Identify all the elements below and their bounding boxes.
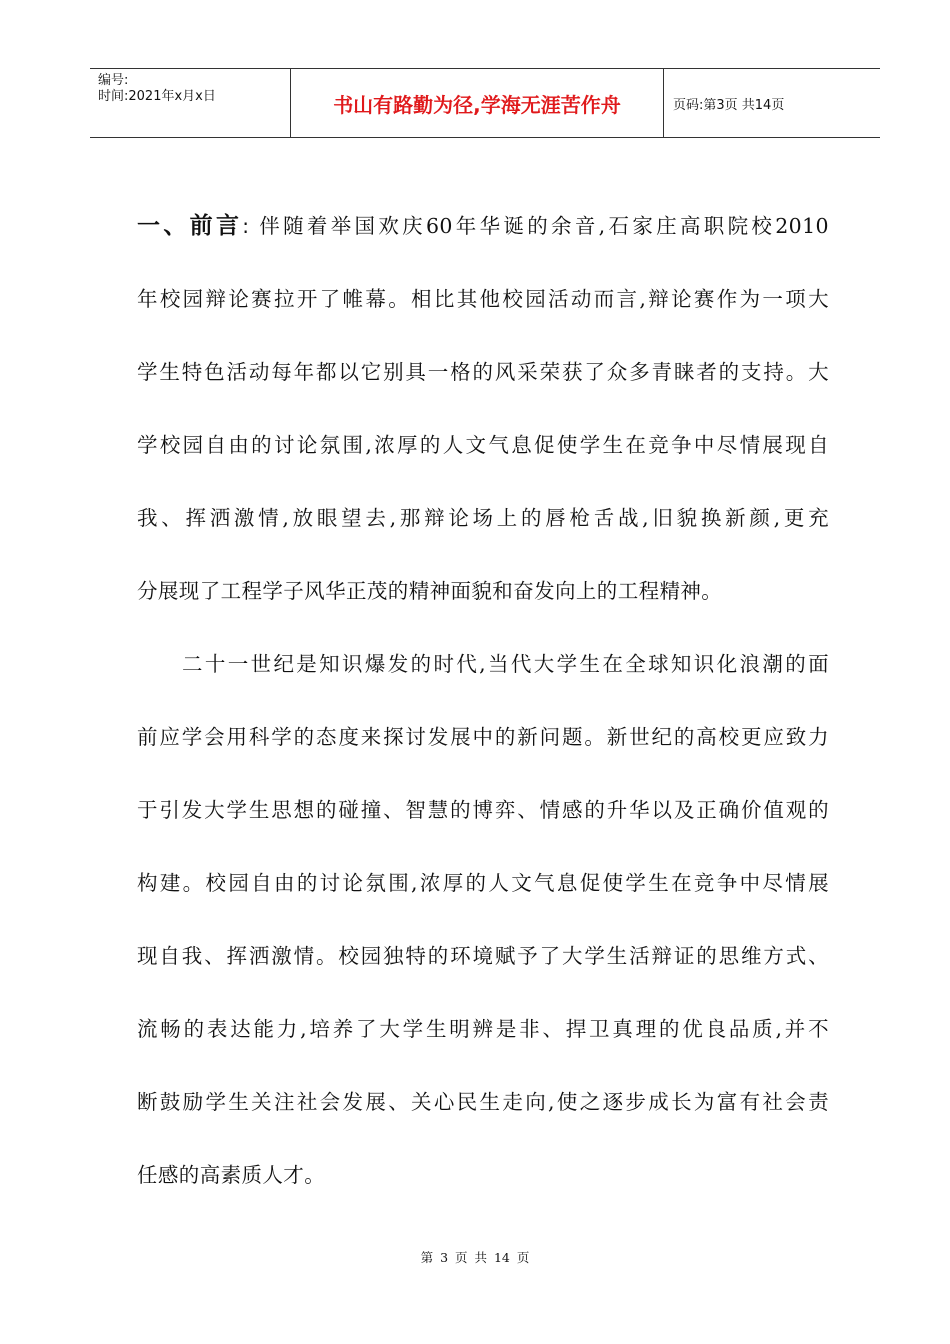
intro-line-6: 分展现了工程学子风华正茂的精神面貌和奋发向上的工程精神。 [137,579,723,603]
intro-line-text: 伴随着举国欢庆60年华诞的余音,石家庄高职院校2010 [259,214,830,238]
paragraph2-line-3: 于引发大学生思想的碰撞、智慧的博弈、情感的升华以及正确价值观的 [137,798,829,822]
paragraph2-line-5: 现自我、挥洒激情。校园独特的环境赋予了大学生活辩证的思维方式、 [137,944,829,968]
intro-line-5: 我、挥洒激情,放眼望去,那辩论场上的唇枪舌战,旧貌换新颜,更充 [137,506,829,530]
header-meta-cell [90,69,291,137]
paragraph2-line-4: 构建。校园自由的讨论氛围,浓厚的人文气息促使学生在竞争中尽情展 [137,871,829,895]
paragraph2-line-7: 断鼓励学生关注社会发展、关心民生走向,使之逐步成长为富有社会责 [137,1090,829,1114]
paragraph2-line-6: 流畅的表达能力,培养了大学生明辨是非、捍卫真理的优良品质,并不 [137,1017,829,1041]
document-time-label: 时间:2021年x月x日 [98,89,216,104]
paragraph2-line-8: 任感的高素质人才。 [137,1163,326,1187]
page-footer [0,1250,950,1266]
header-page-info: 页码:第3页 共14页 [673,97,785,113]
paragraph2-line-1: 二十一世纪是知识爆发的时代,当代大学生在全球知识化浪潮的面 [182,652,829,676]
intro-line-2: 年校园辩论赛拉开了帷幕。相比其他校园活动而言,辩论赛作为一项大 [137,287,829,311]
intro-line-4: 学校园自由的讨论氛围,浓厚的人文气息促使学生在竞争中尽情展现自 [137,433,829,457]
intro-line-1 [137,211,829,241]
document-number-label: 编号: [98,73,129,88]
header-page-cell [664,69,880,137]
paragraph2-line-2: 前应学会用科学的态度来探讨发展中的新问题。新世纪的高校更应致力 [137,725,829,749]
header-motto-cell [291,69,664,137]
section-heading: 一、前言 [137,213,243,239]
header-motto: 书山有路勤为径,学海无涯苦作舟 [333,92,621,117]
footer-page-number: 第 3 页 共 14 页 [420,1250,530,1265]
page-header [90,68,880,138]
intro-line-3: 学生特色活动每年都以它别具一格的风采荣获了众多青睐者的支持。大 [137,360,829,384]
heading-separator: : [242,214,250,238]
